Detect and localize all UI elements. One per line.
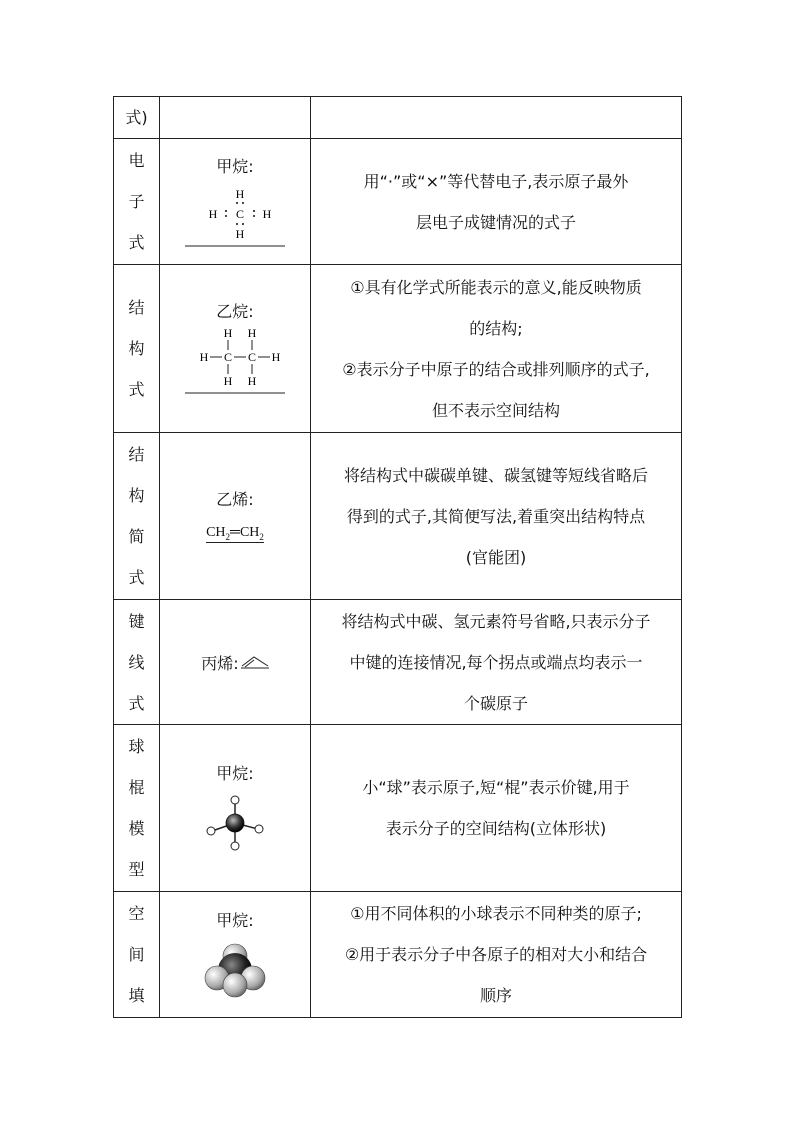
formula-ch: CH [206, 525, 226, 541]
desc-cell [311, 265, 682, 433]
atom-h: H [271, 349, 281, 364]
desc-line: 层电子成键情况的式子 [415, 212, 576, 232]
chem-formula-table [113, 96, 682, 1018]
propene-example [201, 651, 268, 674]
desc-line: ②表示分子中原子的结合或排列顺序的式子, [342, 359, 650, 379]
desc-line: 用“·”或“×”等代替电子,表示原子最外 [363, 171, 629, 191]
example-cell [160, 600, 311, 725]
atom-h: H [247, 325, 257, 340]
row-name-space-filling-model: 空间填 [128, 904, 145, 1005]
desc-line: ①具有化学式所能表示的意义,能反映物质 [350, 277, 642, 297]
row-name-cell [114, 139, 160, 265]
example-label: 丙烯: [201, 653, 239, 673]
table-row [114, 892, 682, 1018]
row-name-cell [114, 600, 160, 725]
example-cell [160, 265, 311, 433]
example-label: 乙烯: [216, 490, 254, 510]
atom-h-right: H [262, 206, 272, 221]
desc-line: (官能团) [465, 547, 527, 567]
formula-ch: CH [239, 525, 260, 541]
table-row [114, 97, 682, 139]
row-name-cell [114, 892, 160, 1018]
atom-c: C [247, 349, 257, 364]
example-cell [160, 97, 311, 139]
desc-line: ①用不同体积的小球表示不同种类的原子; [350, 904, 642, 923]
desc-line: 的结构; [469, 318, 523, 338]
desc-cell [311, 139, 682, 265]
desc-line: 个碳原子 [463, 693, 528, 713]
table-row [114, 139, 682, 265]
desc-cell [311, 892, 682, 1018]
row-name: 式) [125, 108, 148, 127]
example-cell [160, 433, 311, 600]
methane-ball-stick-figure [200, 793, 270, 853]
ethylene-formula [206, 525, 264, 543]
desc-line: 将结构式中碳、氢元素符号省略,只表示分子 [341, 611, 651, 631]
desc-line: 中键的连接情况,每个拐点或端点均表示一 [349, 652, 643, 672]
desc-line: 小“球”表示原子,短“棍”表示价键,用于 [362, 778, 630, 797]
ethane-structural-figure [180, 323, 290, 397]
atom-h-left: H [208, 206, 218, 221]
desc-line: 将结构式中碳碳单键、碳氢键等短线省略后 [343, 465, 648, 485]
atom-c: C [235, 206, 245, 221]
row-name-skeletal-formula: 键线式 [128, 611, 145, 713]
example-cell [160, 892, 311, 1018]
bond-lines [210, 340, 270, 374]
table-row [114, 265, 682, 433]
desc-line: ②用于表示分子中各原子的相对大小和结合 [344, 945, 648, 964]
methane-space-filling-figure [200, 940, 270, 1000]
atom-c: C [223, 349, 233, 364]
atom-h: H [247, 373, 257, 388]
example-label: 乙烷: [216, 301, 254, 321]
desc-cell [311, 725, 682, 892]
table-row [114, 600, 682, 725]
example-cell [160, 725, 311, 892]
example-label: 甲烷: [216, 156, 254, 176]
table-row [114, 725, 682, 892]
double-bond: ═ [230, 525, 240, 541]
desc-cell [311, 433, 682, 600]
example-label: 甲烷: [216, 910, 254, 930]
desc-line: 得到的式子,其简便写法,着重突出结构特点 [346, 506, 646, 526]
row-name-cell [114, 725, 160, 892]
example-label: 甲烷: [216, 764, 254, 783]
row-name-ball-stick-model: 球棍模型 [128, 737, 145, 879]
methane-electron-dot-figure [180, 178, 290, 248]
row-name-cell [114, 97, 160, 139]
formula-subscript: 2 [259, 531, 264, 542]
desc-line: 但不表示空间结构 [431, 400, 560, 420]
atom-h: H [199, 349, 209, 364]
atom-h-bottom: H [235, 226, 245, 241]
row-name-condensed-formula: 结构简式 [128, 445, 145, 587]
propene-skeletal-icon [241, 655, 269, 669]
row-name-electron-formula: 电子式 [128, 151, 145, 252]
table-row [114, 433, 682, 600]
row-name-structural-formula: 结构式 [128, 298, 145, 399]
formula-subscript: 2 [225, 531, 231, 542]
example-cell [160, 139, 311, 265]
desc-cell [311, 600, 682, 725]
atom-h: H [223, 373, 233, 388]
row-name-cell [114, 433, 160, 600]
desc-line: 顺序 [479, 986, 512, 1005]
desc-cell [311, 97, 682, 139]
desc-line: 表示分子的空间结构(立体形状) [385, 819, 607, 838]
row-name-cell [114, 265, 160, 433]
atom-h: H [223, 325, 233, 340]
atom-h-top: H [235, 186, 245, 201]
